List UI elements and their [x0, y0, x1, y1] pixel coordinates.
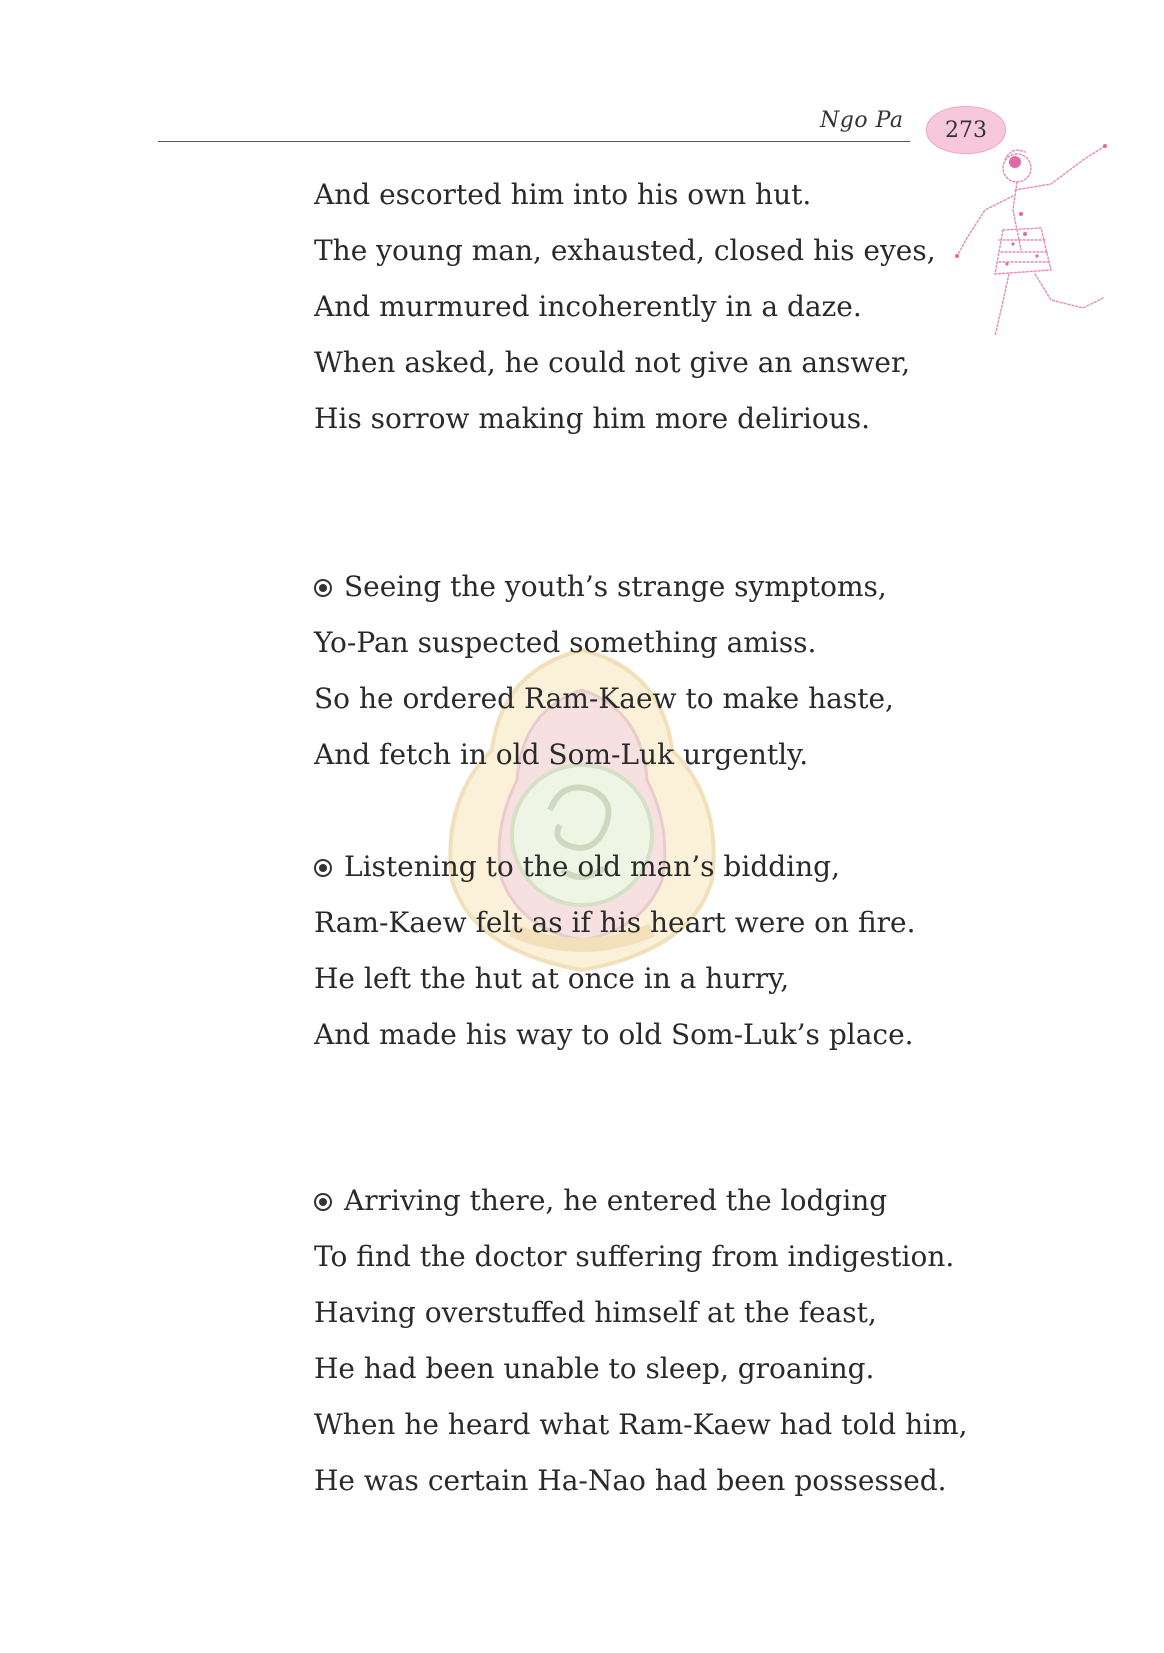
verse-line: His sorrow making him more delirious.: [314, 402, 870, 435]
verse-line: And escorted him into his own hut.: [314, 178, 812, 211]
verse-line: Having overstuffed himself at the feast,: [314, 1296, 877, 1329]
verse-line: Seeing the youth’s strange symptoms,: [314, 570, 887, 604]
verse-line: When asked, he could not give an answer,: [314, 346, 911, 379]
running-head: [0, 0, 1164, 160]
verse-line: Arriving there, he entered the lodging: [314, 1184, 887, 1218]
page-number: 273: [945, 117, 987, 143]
header-rule: [158, 141, 910, 142]
verse-line: Listening to the old man’s bidding,: [314, 850, 840, 884]
verse-line: The young man, exhausted, closed his eyes,: [314, 234, 936, 267]
running-title: Ngo Pa: [820, 108, 904, 133]
verse-line: And fetch in old Som-Luk urgently.: [314, 738, 809, 771]
stanza-bullet-icon: [314, 579, 332, 597]
verse-line: Yo-Pan suspected something amiss.: [314, 626, 817, 659]
dancer-illustration: [955, 140, 1115, 350]
verse-line: Ram-Kaew felt as if his heart were on fire.: [314, 906, 916, 939]
verse-line: And murmured incoherently in a daze.: [314, 290, 862, 323]
stanza-bullet-icon: [314, 859, 332, 877]
verse-line: He had been unable to sleep, groaning.: [314, 1352, 875, 1385]
verse-line: He left the hut at once in a hurry,: [314, 962, 790, 995]
verse-line: So he ordered Ram-Kaew to make haste,: [314, 682, 894, 715]
verse-line: He was certain Ha-Nao had been possessed.: [314, 1464, 947, 1497]
verse-line: When he heard what Ram-Kaew had told him,: [314, 1408, 968, 1441]
verse-line: And made his way to old Som-Luk’s place.: [314, 1018, 914, 1051]
stanza-bullet-icon: [314, 1193, 332, 1211]
verse-line: To find the doctor suffering from indigestion.: [314, 1240, 955, 1273]
